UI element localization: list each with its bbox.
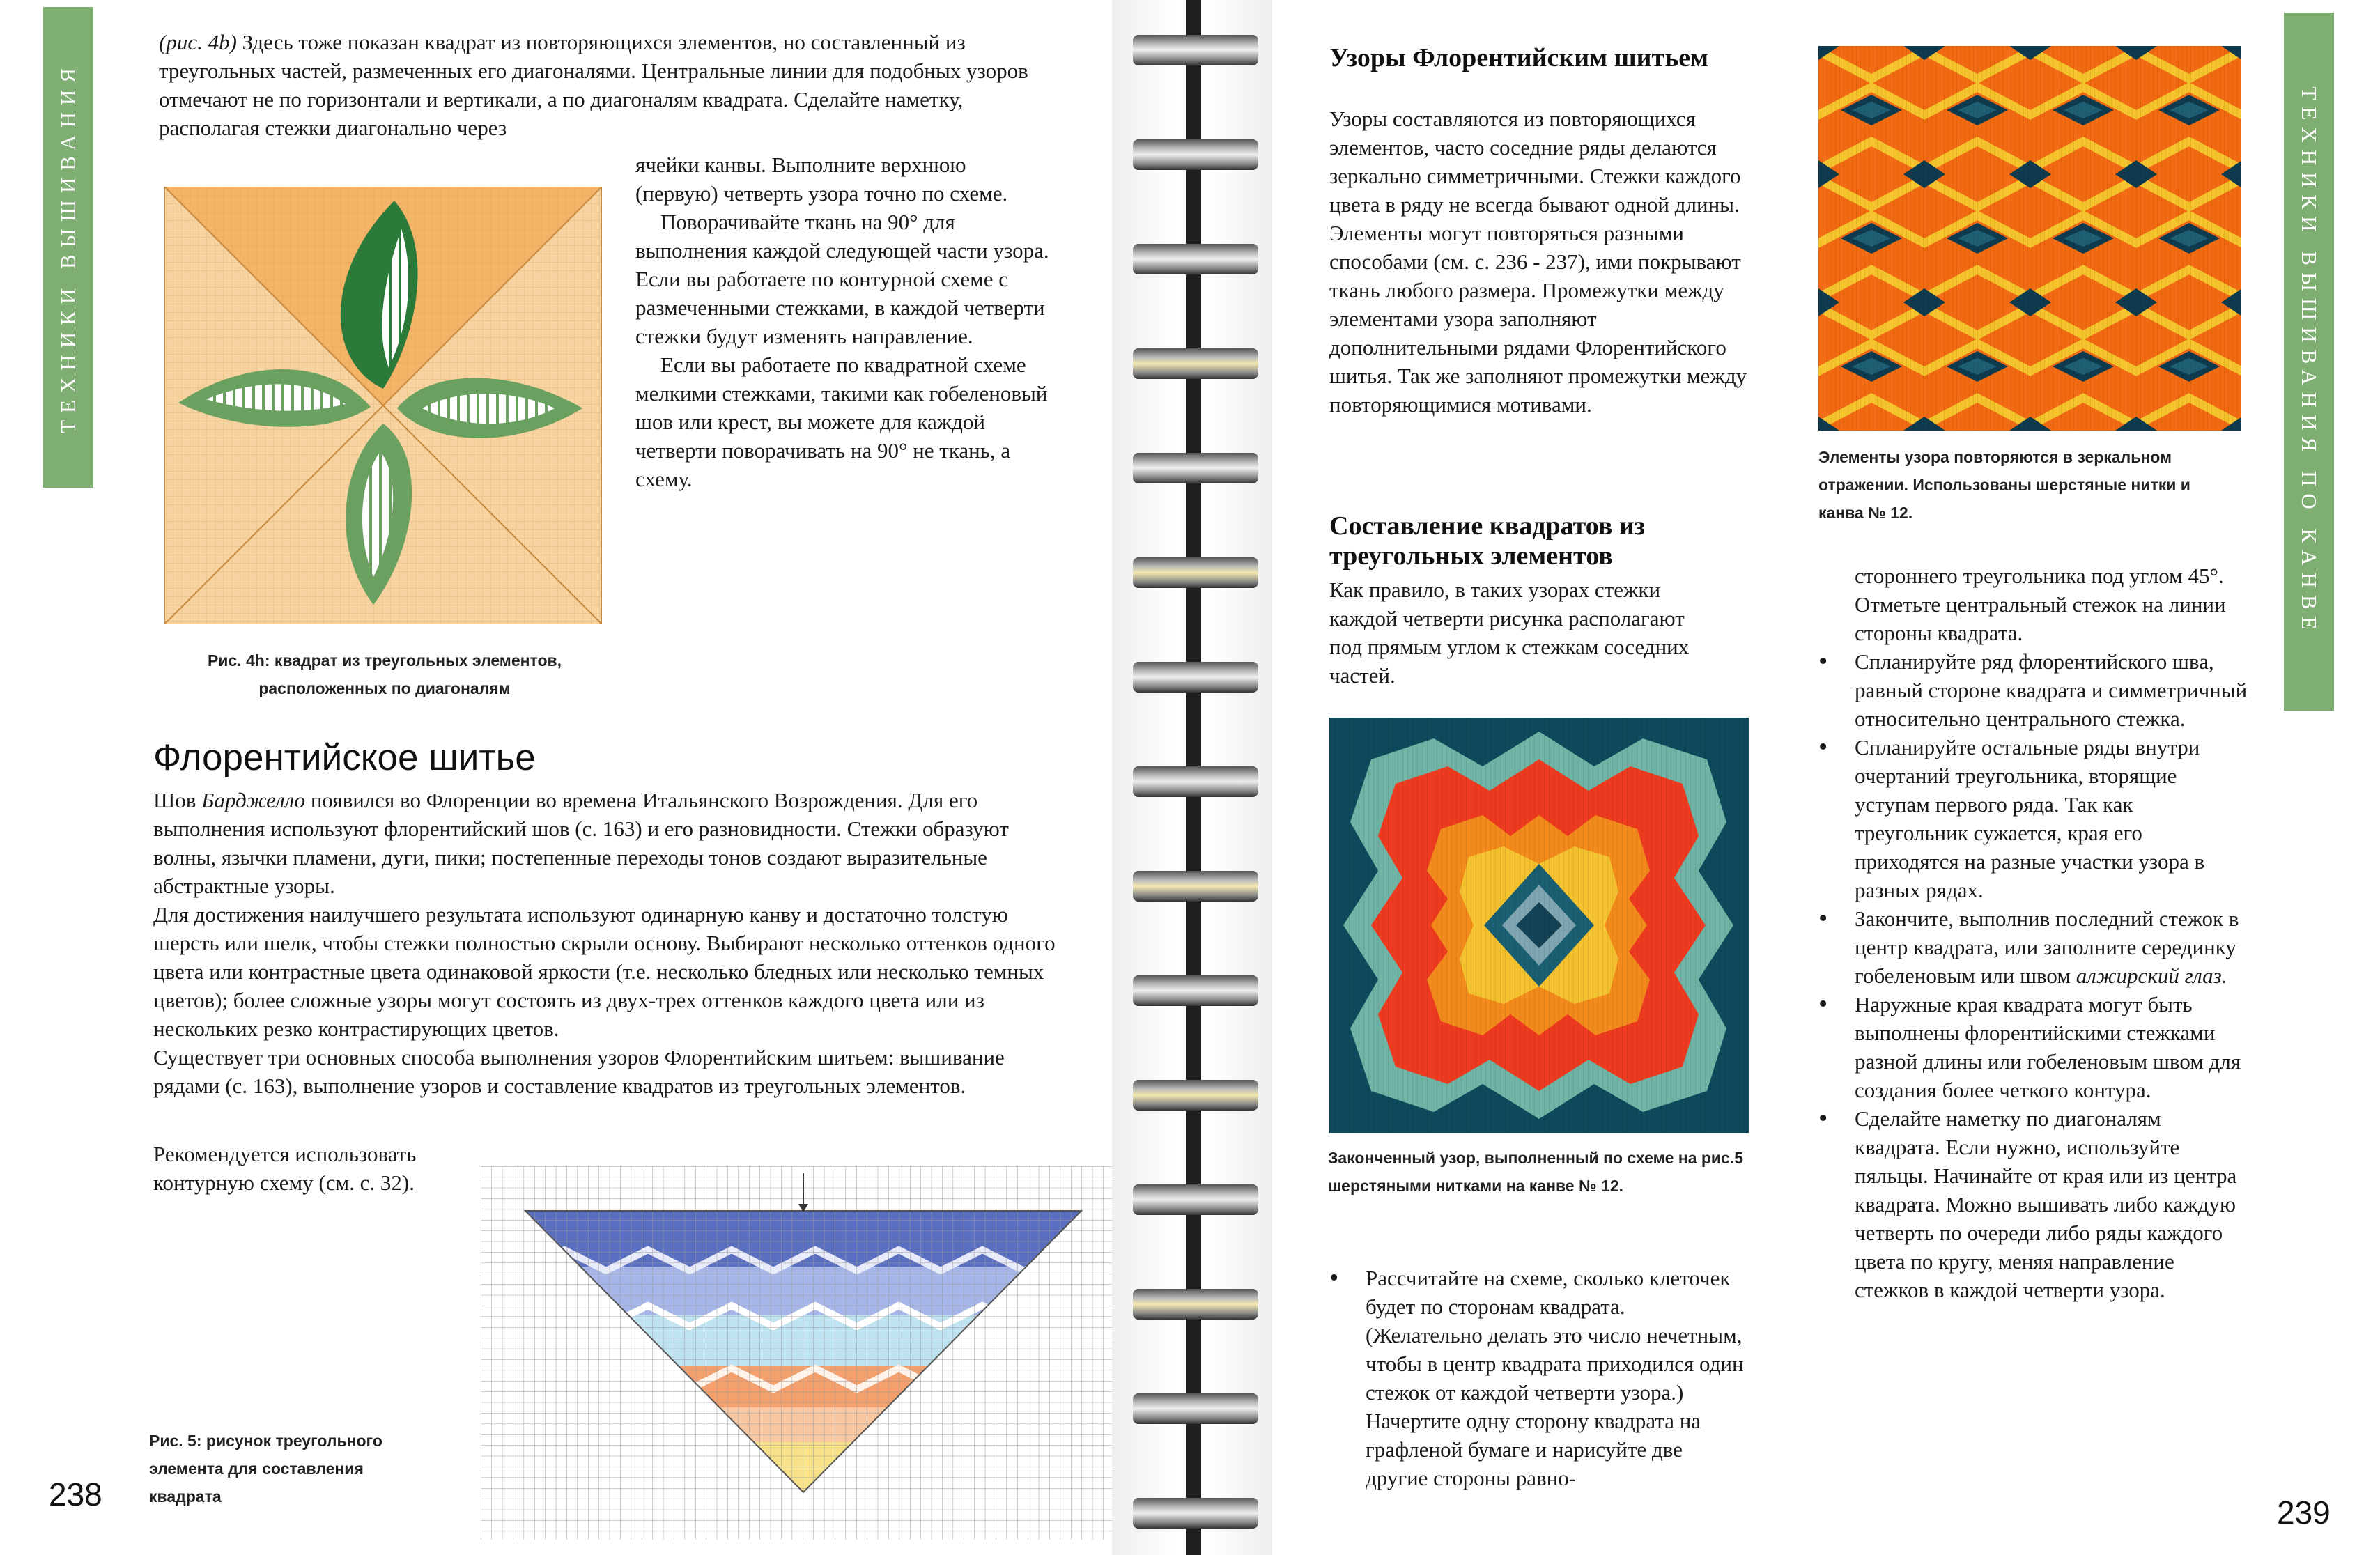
side-tab-left-label: ТЕХНИКИ ВЫШИВАНИЯ (56, 61, 80, 433)
instruction-bullet-4: • Закончите, выполнив последний стежок в центр квадрата, или заполните серединку гобеленовым или швом алжирский глаз. (1818, 904, 2250, 990)
florentine-p3: Существует три основных способа выполнения узоров Флорентийским шитьем: вышивание рядами (с. 163), выполнение узоров и составление квадратов из треугольных элементов. (153, 1045, 1005, 1098)
fig5-caption: Рис. 5: рисунок треугольного элемента для составления квадрата (149, 1432, 382, 1506)
side-tab-right-label: ТЕХНИКИ ВЫШИВАНИЯ ПО КАНВЕ (2297, 86, 2321, 637)
photo-mirror-pattern (1818, 46, 2241, 431)
instruction-bullet-6: • Сделайте наметку по диагоналям квадрата. Если нужно, используйте пяльцы. Начинайте от края или из центра квадрата. Можно вышивать либо каждую четверть по очереди либо ряды каждого цвета по кругу, меняя направление стежков в каждой четверти узора. (1818, 1104, 2250, 1304)
side-tab-left (43, 7, 93, 488)
page-number-left: 238 (49, 1476, 102, 1513)
florentine-p2: Для достижения наилучшего результата используют одинарную канву и достаточно толстую шерсть или шелк, чтобы стежки полностью скрыли основу. Выбирают несколько оттенков одного цвета или контрастные цвета одинаковой яркости (т.е. несколько бледных или несколько темных цветов); более сложные узоры могут состоять из двух-трех оттенков каждого цвета или из нескольких резко контрастирующих цветов. (153, 902, 1056, 1041)
photo2-caption: Законченный узор, выполненный по схеме на рис.5 шерстяными нитками на канве № 12. (1328, 1149, 1744, 1195)
instructions-col1 (1329, 1264, 1747, 1492)
instruction-continue: стороннего треугольника под углом 45°. Отметьте центральный стежок на линии стороны квадрата. (1855, 564, 2226, 645)
intro-column (635, 150, 1053, 493)
intro-text: Здесь тоже показан квадрат из повторяющихся элементов, но составленный из треугольных частей, размеченных его диагоналями. Центральные линии для подобных узоров отмечают не по горизонтали и вертикали, а по диагоналям квадрата. Сделайте наметку, располагая стежки диагонально через (159, 30, 1028, 140)
intro-col-1: ячейки канвы. Выполните верхнюю (первую) четверть узора точно по схеме. (635, 153, 1008, 206)
photo1-caption: Элементы узора повторяются в зеркальном отражении. Использованы шерстяные нитки и канва № 12. (1818, 448, 2190, 522)
intro-col-3: Если вы работаете по квадратной схеме мелкими стежками, такими как гобеленовый шов или крест, вы можете для каждой четверти поворачивать на 90° не ткань, а схему. (635, 353, 1048, 491)
patterns-text: Узоры составляются из повторяющихся элементов, часто соседние ряды делаются зеркально симметричными. Стежки каждого цвета в ряду не всегда бывают одной длины. Элементы могут повторяться разными способами (см. с. 236 - 237), ими покрывают ткань любого размера. Промежутки между элементами узора заполняют дополнительными рядами Флорентийского шитья. Так же заполняют промежутки между повторяющимися мотивами. (1329, 107, 1747, 417)
florentine-text (153, 786, 1059, 1100)
instruction-bullet-2: • Спланируйте ряд флорентийского шва, равный стороне квадрата и симметричный относительно центрального стежка. (1818, 647, 2250, 733)
instruction-bullet-5: • Наружные края квадрата могут быть выполнены флорентийскими стежками разной длины или гобеленовым швом для создания более четкого контура. (1818, 990, 2250, 1104)
instruction-bullet-1: • Рассчитайте на схеме, сколько клеточек будет по сторонам квадрата. (Желательно делать это число нечетным, чтобы в центр квадрата приходился один стежок от каждой четверти узора.) Начертите одну сторону квадрата на графленой бумаге и нарисуйте две другие стороны равно- (1329, 1264, 1747, 1492)
spiral-binding (1112, 0, 1272, 1555)
side-tab-right (2284, 13, 2334, 711)
instructions-col2 (1818, 562, 2250, 1304)
intro-col-2: Поворачивайте ткань на 90° для выполнения каждой следующей части узора. Если вы работаете по контурной схеме с размеченными стежками, в каждой четверти стежки будут изменять направление. (635, 210, 1049, 348)
florentine-p1: Шов Барджелло появился во Флоренции во времена Итальянского Возрождения. Для его выполнения используют флорентийский шов (с. 163) и его разновидности. Стежки образуют волны, язычки пламени, дуги, пики; постепенные переходы тонов создают выразительные абстрактные узоры. (153, 788, 1009, 898)
figure-5-chart (481, 1166, 1125, 1540)
florentine-heading: Флорентийское шитье (153, 737, 536, 778)
florentine-p4: Рекомендуется использовать контурную схему (см. с. 32). (153, 1142, 417, 1195)
intro-paragraph (159, 28, 1054, 142)
fig4h-caption: Рис. 4h: квадрат из треугольных элементов, расположенных по диагоналям (207, 651, 562, 697)
photo-finished-square (1329, 718, 1749, 1133)
patterns-heading: Узоры Флорентийским шитьем (1329, 43, 1709, 72)
fig-ref: (рис. 4b) (159, 30, 237, 54)
instruction-bullet-3: • Спланируйте остальные ряды внутри очертаний треугольника, вторящие уступам первого ряда. Так как треугольник сужается, края его приходятся на разные участки узора в разных рядах. (1818, 733, 2250, 904)
squares-heading: Составление квадратов из треугольных элементов (1329, 511, 1645, 571)
squares-text: Как правило, в таких узорах стежки каждой четверти рисунка располагают под прямым углом к стежкам соседних частей. (1329, 578, 1690, 688)
figure-4h-diagram (164, 187, 602, 624)
page-number-right: 239 (2277, 1494, 2331, 1531)
